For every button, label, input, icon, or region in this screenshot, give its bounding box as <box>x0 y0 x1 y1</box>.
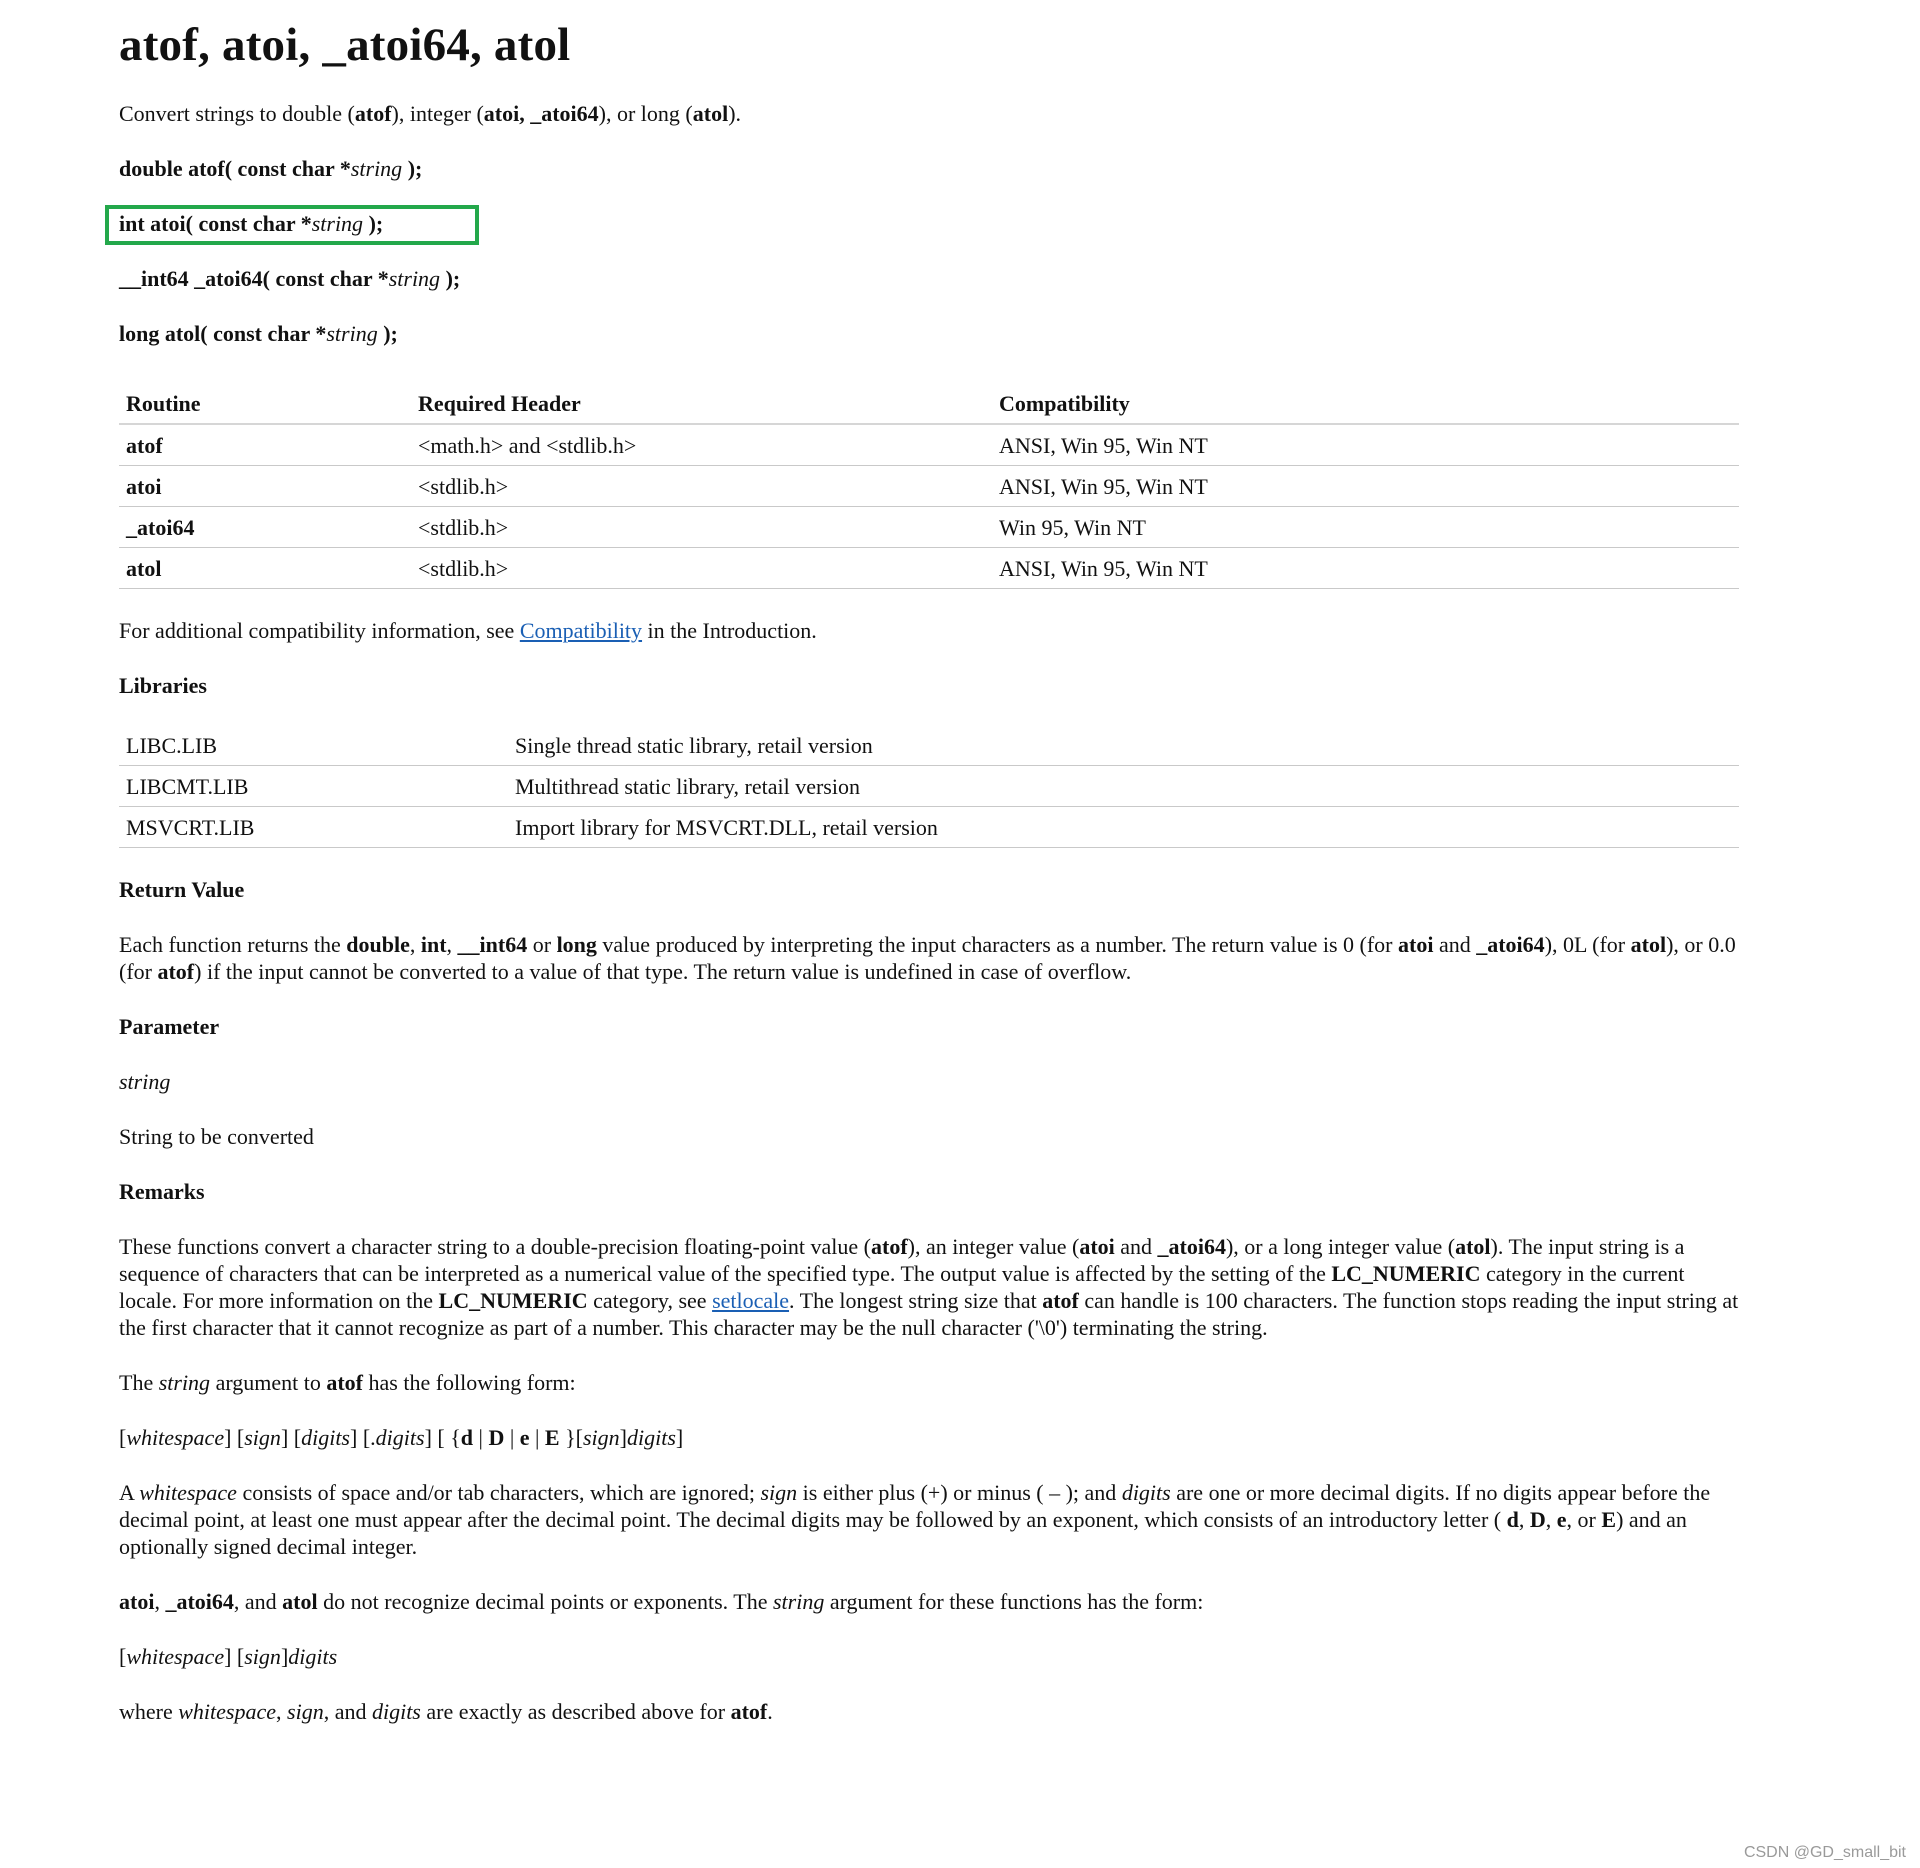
remarks-paragraph-5: where whitespace, sign, and digits are exactly as described above for atof. <box>119 1699 773 1724</box>
remarks-paragraph-1: These functions convert a character string to a double-precision floating-point value (atof), an integer value (atoi and _atoi64), or a long integer value (atol). The input string is a sequence of characters that can be interpreted as a numerical value of the specified type. The output value is affected by the setting of the LC_NUMERIC category in the current locale. For more information on the LC_NUMERIC category, see setlocale. The longest string size that atof can handle is 100 characters. The function stops reading the input string at the first character that it cannot recognize as part of a number. This character may be the null character ('\0') terminating the string. <box>119 1234 1739 1340</box>
return-value-heading: Return Value <box>119 877 245 902</box>
routine-name: atol <box>126 555 162 581</box>
signature-atoi64: __int64 _atoi64( const char *string ); <box>119 266 461 291</box>
library-name: MSVCRT.LIB <box>126 815 255 840</box>
watermark: CSDN @GD_small_bit <box>1743 1844 1906 1861</box>
remarks-paragraph-2: The string argument to atof has the following form: <box>119 1370 576 1395</box>
table-row <box>119 506 1739 547</box>
table-row <box>119 424 1739 465</box>
header-cell: <stdlib.h> <box>418 473 509 499</box>
routine-name: _atoi64 <box>126 514 195 540</box>
table-row <box>119 465 1739 506</box>
compatibility-link[interactable]: Compatibility <box>519 617 643 643</box>
compat-cell: ANSI, Win 95, Win NT <box>999 555 1208 581</box>
compat-cell: Win 95, Win NT <box>999 514 1146 540</box>
highlight-box <box>105 205 479 245</box>
remarks-paragraph-3: A whitespace consists of space and/or tab characters, which are ignored; sign is either plus (+) or minus ( – ); and digits are one or more decimal digits. If no digits appear before the decimal point, at least one must appear after the decimal point. The decimal digits may be followed by an exponent, which consists of an introductory letter ( d, D, e, or E) and an optionally signed decimal integer. <box>119 1480 1711 1559</box>
parameter-heading: Parameter <box>119 1014 220 1039</box>
atoi-form-syntax: [whitespace] [sign]digits <box>119 1644 338 1669</box>
routine-name: atoi <box>126 473 162 499</box>
header-cell: <stdlib.h> <box>418 555 509 581</box>
libraries-table <box>119 725 1739 849</box>
remarks-paragraph-4: atoi, _atoi64, and atol do not recognize decimal points or exponents. The string argument for these functions has the form: <box>119 1589 1204 1614</box>
parameter-name: string <box>119 1069 171 1094</box>
routine-table <box>119 383 1739 589</box>
compat-cell: ANSI, Win 95, Win NT <box>999 473 1208 499</box>
table-header-cell: Compatibility <box>999 391 1130 416</box>
table-row <box>119 547 1739 588</box>
library-desc: Import library for MSVCRT.DLL, retail version <box>515 815 938 840</box>
compat-cell: ANSI, Win 95, Win NT <box>999 432 1208 458</box>
library-name: LIBC.LIB <box>126 732 218 758</box>
library-name: LIBCMT.LIB <box>126 774 249 799</box>
table-header-row <box>119 383 1739 424</box>
signature-atol: long atol( const char *string ); <box>119 321 398 346</box>
signature-atoi: int atoi( const char *string ); <box>119 211 384 236</box>
libraries-heading: Libraries <box>119 672 207 698</box>
signature-atof: double atof( const char *string ); <box>119 156 423 181</box>
intro-paragraph: Convert strings to double (atof), integer (atoi, _atoi64), or long (atol). <box>119 101 742 126</box>
parameter-desc: String to be converted <box>119 1124 314 1149</box>
atof-form-syntax: [whitespace] [sign] [digits] [.digits] [ {d | D | e | E }[sign]digits] <box>119 1425 684 1450</box>
table-row <box>119 766 1739 807</box>
library-desc: Multithread static library, retail version <box>515 774 860 799</box>
table-row <box>119 807 1739 848</box>
header-cell: <stdlib.h> <box>418 514 509 540</box>
routine-name: atof <box>126 432 163 458</box>
doc-page <box>119 0 1739 1725</box>
library-desc: Single thread static library, retail version <box>515 732 873 758</box>
remarks-heading: Remarks <box>119 1179 205 1204</box>
page-title: atof, atoi, _atoi64, atol <box>119 19 571 71</box>
setlocale-link[interactable]: setlocale <box>712 1288 790 1313</box>
table-header-cell: Required Header <box>418 391 581 416</box>
table-header-cell: Routine <box>126 391 201 416</box>
header-cell: <math.h> and <stdlib.h> <box>418 432 637 458</box>
compat-note: For additional compatibility information, see Compatibility in the Introduction. <box>119 617 817 643</box>
return-value-paragraph: Each function returns the double, int, __int64 or long value produced by interpreting the input characters as a number. The return value is 0 (for atoi and _atoi64), 0L (for atol), or 0.0 (for atof) if the input cannot be converted to a value of that type. The return value is undefined in case of overflow. <box>119 932 1736 984</box>
table-row <box>119 725 1739 766</box>
